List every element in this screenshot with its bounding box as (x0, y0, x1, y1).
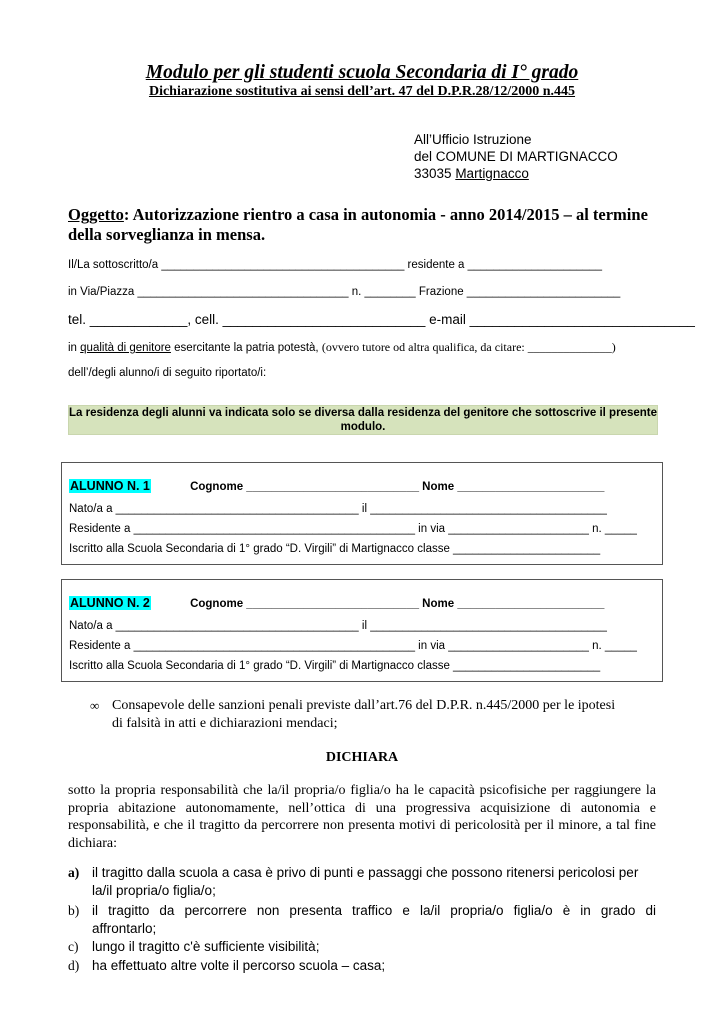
address-line-2: del COMUNE DI MARTIGNACCO (414, 149, 618, 164)
item-b-line-2: affrontarlo; (92, 921, 157, 936)
address-line-1: All’Ufficio Istruzione (414, 132, 532, 147)
qualita-mid: esercitante la patria potestà, (170, 342, 322, 354)
item-b-label: b) (68, 903, 80, 918)
student-1-cognome-field[interactable]: Cognome ___________________________ Nome _______________________ (190, 481, 605, 493)
address-city: Martignacco (455, 166, 529, 181)
residence-note (68, 405, 658, 435)
form-line-via[interactable]: in Via/Piazza _________________________________ n. ________ Frazione ________________________ (68, 286, 621, 298)
page-title: Modulo per gli studenti scuola Secondaria di I° grado (145, 62, 579, 83)
dichiara-paragraph: sotto la propria responsabilità che la/il propria/o figlia/o ha le capacità psicofisiche per raggiungere la propria abitazione autonomamente, nell’ottica di una progressiva acquisizione di autonomia e responsabilità, e che il tragitto da percorrere non presenta motivi di pericolosità per il minore, a tal fine dichiara: (68, 783, 656, 851)
item-a (68, 864, 639, 900)
item-c-label: c) (68, 939, 79, 954)
qualita-note: (ovvero tutore od altra qualifica, da citare: ______________) (321, 340, 616, 354)
form-line-contacts[interactable]: tel. _____________, cell. ___________________________ e-mail ______________________________ (68, 312, 695, 327)
address-line-3 (414, 165, 529, 182)
consapevole-line-1: Consapevole delle sanzioni penali previste dall’art.76 del D.P.R. n.445/2000 per le ipotesi (112, 698, 616, 713)
student-1-header (69, 479, 604, 493)
item-a-line-2: la/il propria/o figlia/o; (92, 883, 216, 898)
item-d-label: d) (68, 958, 80, 973)
student-box-2 (61, 579, 663, 682)
student-2-header (69, 596, 604, 610)
oggetto-label: Oggetto (68, 205, 124, 224)
form-line-alunni: dell’/degli alunno/i di seguito riportato/i: (68, 367, 267, 379)
student-2-residente-field[interactable]: Residente a ____________________________________________ in via ______________________ n. _____ (69, 640, 637, 652)
consapevole-line-2: di falsità in atti e dichiarazioni mendaci; (112, 716, 338, 731)
student-2-label: ALUNNO N. 2 (70, 596, 150, 610)
student-box-1 (61, 462, 663, 565)
item-d (68, 957, 386, 975)
item-c (68, 938, 320, 956)
consapevole-bullet-icon: ∞ (90, 698, 100, 713)
item-a-line-1: il tragitto dalla scuola a casa è privo di punti e passaggi che possono ritenersi pericolosi per (92, 865, 639, 880)
oggetto (68, 205, 668, 245)
item-a-label: a) (68, 865, 80, 880)
student-2-cognome-field[interactable]: Cognome ___________________________ Nome _______________________ (190, 598, 605, 610)
student-2-nato-field[interactable]: Nato/a a ______________________________________ il _____________________________________ (69, 620, 607, 632)
form-line-qualita[interactable] (68, 340, 616, 355)
qualita-genitore-link: qualità di genitore (80, 342, 171, 354)
oggetto-text: : Autorizzazione rientro a casa in autonomia - anno 2014/2015 – al termine della sorveglianza in mensa. (68, 205, 648, 244)
item-c-line-1: lungo il tragitto c'è sufficiente visibilità; (92, 939, 320, 954)
qualita-pre: in (68, 342, 81, 354)
student-1-label: ALUNNO N. 1 (70, 479, 150, 493)
item-b-line-1: il tragitto da percorrere non presenta traffico e la/il propria/o figlia/o è in grado di (92, 903, 656, 918)
address-cap: 33035 (414, 166, 452, 181)
item-d-line-1: ha effettuato altre volte il percorso scuola – casa; (92, 958, 386, 973)
page-subtitle: Dichiarazione sostitutiva ai sensi dell’art. 47 del D.P.R.28/12/2000 n.445 (148, 84, 576, 99)
student-1-iscritto-field[interactable]: Iscritto alla Scuola Secondaria di 1° grado “D. Virgili” di Martignacco classe _______________________ (69, 543, 601, 555)
student-1-residente-field[interactable]: Residente a ____________________________________________ in via ______________________ n. _____ (69, 523, 637, 535)
student-2-iscritto-field[interactable]: Iscritto alla Scuola Secondaria di 1° grado “D. Virgili” di Martignacco classe _______________________ (69, 660, 601, 672)
dichiara-heading: DICHIARA (325, 750, 399, 765)
student-1-nato-field[interactable]: Nato/a a ______________________________________ il _____________________________________ (69, 503, 607, 515)
item-b (68, 902, 656, 938)
form-line-sottoscritto[interactable]: Il/La sottoscritto/a ______________________________________ residente a _____________________ (68, 259, 602, 271)
residence-note-text: La residenza degli alunni va indicata solo se diversa dalla residenza del genitore che sottoscrive il presente modulo. (69, 407, 657, 433)
